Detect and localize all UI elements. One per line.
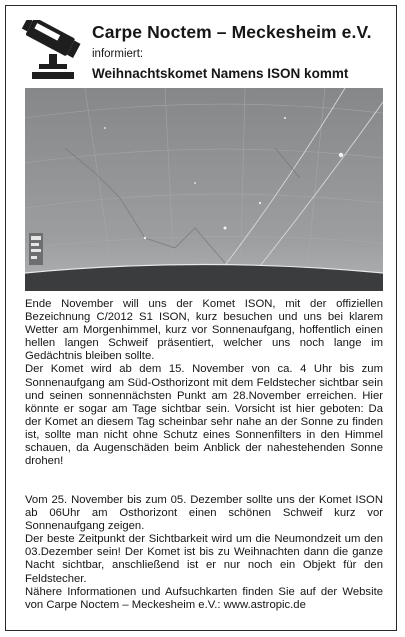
- paragraph: Nähere Informationen und Aufsuchkarten finden Sie auf der Website von Carpe Noctem – Meckesheim e.V.: www.astropic.de: [25, 585, 383, 611]
- headline: Weihnachtskomet Namens ISON kommt: [92, 66, 349, 81]
- org-name: Carpe Noctem – Meckesheim e.V.: [92, 22, 372, 42]
- article-text-2: [25, 494, 383, 612]
- article-text-1: [25, 298, 383, 468]
- night-sky-photo: [25, 88, 383, 291]
- subtitle: informiert:: [92, 48, 144, 60]
- telescope-icon: [22, 20, 84, 82]
- paragraph: Der beste Zeitpunkt der Sichtbarkeit wird um die Neumondzeit um den 03.Dezember sein! Der Komet ist bis zu Weihnachten dann die ganze Nacht sichtbar, anschließend ist er nur noch ein Objekt für den Feldstecher.: [25, 533, 383, 585]
- paragraph: Ende November will uns der Komet ISON, mit der offiziellen Bezeichnung C/2012 S1 ISON, kurz besuchen und uns bei klarem Wetter am Morgenhimmel, kurz vor Sonnenaufgang, hoffentlich einen hellen langen Schweif präsentiert, welcher uns noch lange im Gedächtnis bleiben sollte.: [25, 298, 383, 363]
- paragraph: Der Komet wird ab dem 15. November von ca. 4 Uhr bis zum Sonnenaufgang am Süd-Osthorizont mit dem Feldstecher sichtbar sein und seinen sonnennächsten Punkt am 28.November erreichen. Hier könnte er sogar am Tage sichtbar sein. Vorsicht ist hier geboten: Da der Komet an diesem Tag scheinbar sehr nahe an der Sonne zu finden ist, sollte man nicht ohne Schutz eines Sonnenfilters in den Himmel schauen, da Augenschäden beim Anblick der nahestehenden Sonne drohen!: [25, 363, 383, 468]
- paragraph: Vom 25. November bis zum 05. Dezember sollte uns der Komet ISON ab 06Uhr am Osthorizont einen schönen Schweif kurz vor Sonnenaufgang zeigen.: [25, 494, 383, 533]
